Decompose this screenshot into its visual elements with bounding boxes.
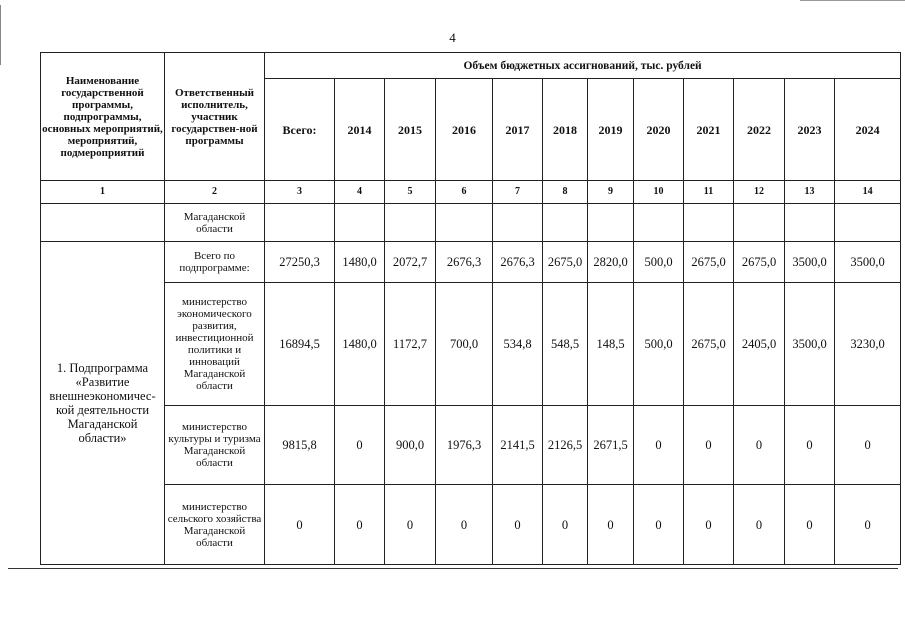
value-cell: 3500,0	[785, 242, 835, 283]
value-cell: 2675,0	[684, 242, 734, 283]
value-cell: 2675,0	[543, 242, 588, 283]
column-number: 1	[41, 181, 165, 204]
header-program-name: Наименование государственной программы, подпрограммы, основных мероприятий, мероприятий, подмероприятий	[41, 53, 165, 181]
table-row	[41, 406, 901, 485]
column-number: 8	[543, 181, 588, 204]
header-year: 2018	[543, 79, 588, 181]
header-year: 2016	[436, 79, 493, 181]
value-cell: 500,0	[634, 283, 684, 406]
column-number: 14	[835, 181, 901, 204]
header-year: 2024	[835, 79, 901, 181]
value-cell: 2675,0	[734, 242, 785, 283]
value-cell: 1976,3	[436, 406, 493, 485]
header-year: 2020	[634, 79, 684, 181]
value-cell: 3230,0	[835, 283, 901, 406]
value-cell: 900,0	[385, 406, 436, 485]
value-cell: 0	[835, 485, 901, 565]
value-cell: 0	[335, 406, 385, 485]
value-cell: 0	[734, 485, 785, 565]
value-cell: 3500,0	[785, 283, 835, 406]
header-year: 2015	[385, 79, 436, 181]
column-number: 12	[734, 181, 785, 204]
value-cell: 0	[543, 485, 588, 565]
header-year: 2021	[684, 79, 734, 181]
value-cell: 2405,0	[734, 283, 785, 406]
value-cell: 500,0	[634, 242, 684, 283]
header-year: 2022	[734, 79, 785, 181]
value-cell: 2671,5	[588, 406, 634, 485]
column-number: 5	[385, 181, 436, 204]
value-cell: 0	[684, 485, 734, 565]
value-cell: 0	[785, 406, 835, 485]
header-year: 2014	[335, 79, 385, 181]
column-number: 6	[436, 181, 493, 204]
page-number: 4	[449, 30, 456, 45]
header-executor: Ответственный исполнитель, участник государствен-ной программы	[165, 53, 265, 181]
value-cell: 1480,0	[335, 242, 385, 283]
value-cell: 0	[634, 485, 684, 565]
column-number: 3	[265, 181, 335, 204]
value-cell: 2141,5	[493, 406, 543, 485]
value-cell: 0	[335, 485, 385, 565]
header-year: 2023	[785, 79, 835, 181]
executor-cell: министерство сельского хозяйства Магаданской области	[165, 485, 265, 565]
value-cell: 148,5	[588, 283, 634, 406]
value-cell: 2676,3	[436, 242, 493, 283]
header-budget-group: Объем бюджетных ассигнований, тыс. рублей	[265, 53, 901, 79]
continuation-row	[41, 204, 901, 242]
column-number: 13	[785, 181, 835, 204]
header-year: 2017	[493, 79, 543, 181]
value-cell: 0	[588, 485, 634, 565]
value-cell: 534,8	[493, 283, 543, 406]
value-cell: 0	[785, 485, 835, 565]
value-cell: 0	[265, 485, 335, 565]
header-year: 2019	[588, 79, 634, 181]
value-cell: 548,5	[543, 283, 588, 406]
subprogram-name: 1. Подпрограмма «Развитие внешнеэкономичес-кой деятельности Магаданской области»	[41, 242, 165, 565]
column-number: 2	[165, 181, 265, 204]
top-edge-line	[800, 0, 905, 1]
executor-cell: Магаданской области	[165, 204, 265, 242]
value-cell: 16894,5	[265, 283, 335, 406]
value-cell: 0	[385, 485, 436, 565]
value-cell: 27250,3	[265, 242, 335, 283]
executor-cell: Всего по подпрограмме:	[165, 242, 265, 283]
value-cell: 2126,5	[543, 406, 588, 485]
value-cell: 2676,3	[493, 242, 543, 283]
column-number: 4	[335, 181, 385, 204]
value-cell: 0	[684, 406, 734, 485]
budget-table	[40, 52, 901, 565]
value-cell: 3500,0	[835, 242, 901, 283]
column-number-row	[41, 181, 901, 204]
executor-cell: министерство экономического развития, инвестиционной политики и инноваций Магаданской области	[165, 283, 265, 406]
value-cell: 0	[493, 485, 543, 565]
table-row	[41, 485, 901, 565]
value-cell: 9815,8	[265, 406, 335, 485]
column-number: 10	[634, 181, 684, 204]
value-cell: 0	[835, 406, 901, 485]
value-cell: 1480,0	[335, 283, 385, 406]
table-row	[41, 242, 901, 283]
column-number: 11	[684, 181, 734, 204]
value-cell: 2820,0	[588, 242, 634, 283]
column-number: 7	[493, 181, 543, 204]
bottom-rule	[8, 568, 898, 569]
column-number: 9	[588, 181, 634, 204]
value-cell: 700,0	[436, 283, 493, 406]
header-total: Всего:	[265, 79, 335, 181]
value-cell: 2675,0	[684, 283, 734, 406]
value-cell: 0	[734, 406, 785, 485]
value-cell: 0	[634, 406, 684, 485]
executor-cell: министерство культуры и туризма Магаданской области	[165, 406, 265, 485]
value-cell: 2072,7	[385, 242, 436, 283]
table-row	[41, 283, 901, 406]
value-cell: 1172,7	[385, 283, 436, 406]
value-cell: 0	[436, 485, 493, 565]
